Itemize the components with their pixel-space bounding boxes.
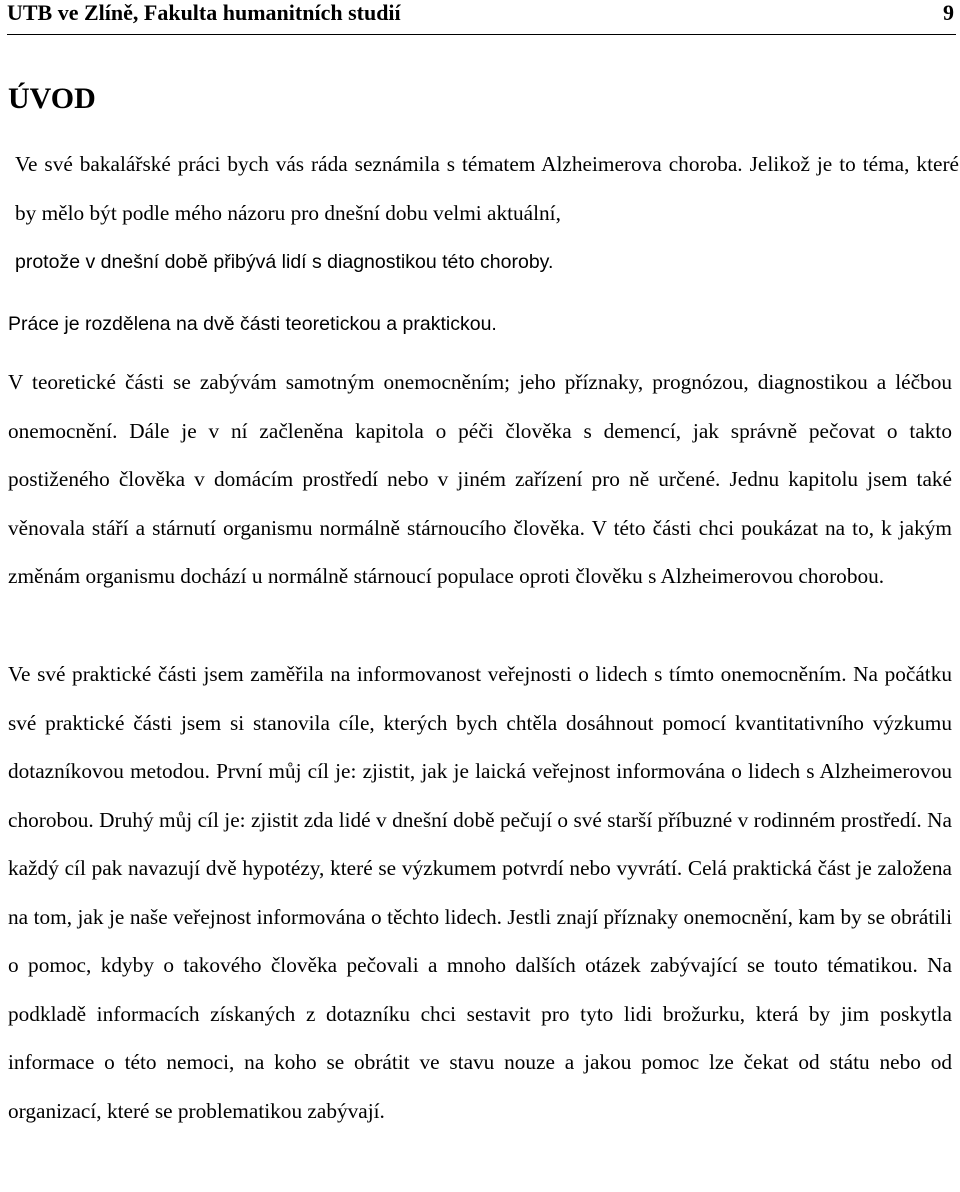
paragraph-structure: Práce je rozdělena na dvě části teoretickou a praktickou. [8, 313, 497, 335]
section-title: ÚVOD [8, 82, 96, 115]
paragraph-intro [8, 140, 959, 287]
page-number: 9 [943, 0, 954, 25]
header-institution: UTB ve Zlíně, Fakulta humanitních studií [7, 0, 401, 25]
paragraph-theory-part-b: Dále je v ní začleněna kapitola o péči člověka s demencí, jak správně pečovat o takto postiženého člověka v domácím prostředí nebo v jiném zařízení pro ně určené. Jednu kapitolu jsem také věnovala stáří a stárnutí organismu normálně stárnoucího člověka. V této části chci poukázat na to, k jakým změnám organismu dochází u normálně stárnoucí populace oproti člověku s Alzheimerovou chorobou. [8, 418, 952, 588]
paragraph-theory-part-a: V teoretické části se zabývám samotným onemocněním; jeho příznaky, prognózou, diagnostikou a léčbou onemocnění. [8, 370, 952, 443]
paragraph-theory [8, 358, 952, 601]
page-header [7, 0, 956, 35]
paragraph-intro-text: Ve své bakalářské práci bych vás ráda seznámila s tématem Alzheimerova choroba. Jelikož je to téma, které by mělo být podle mého názoru pro dnešní dobu velmi aktuální, [15, 152, 959, 225]
paragraph-intro-tail: protože v dnešní době přibývá lidí s diagnostikou této choroby. [15, 251, 554, 273]
paragraph-practice: Ve své praktické části jsem zaměřila na informovanost veřejnosti o lidech s tímto onemocněním. Na počátku své praktické části jsem si stanovila cíle, kterých bych chtěla dosáhnout pomocí kvantitativního výzkumu dotazníkovou metodou. První můj cíl je: zjistit, jak je laická veřejnost informována o lidech s Alzheimerovou chorobou. Druhý můj cíl je: zjistit zda lidé v dnešní době pečují o své starší příbuzné v rodinném prostředí. Na každý cíl pak navazují dvě hypotézy, které se výzkumem potvrdí nebo vyvrátí. Celá praktická část je založena na tom, jak je naše veřejnost informována o těchto lidech. Jestli znají příznaky onemocnění, kam by se obrátili o pomoc, kdyby o takového člověka pečovali a mnoho dalších otázek zabývající se touto tématikou. Na podkladě informacích získaných z dotazníku chci sestavit pro tyto lidi brožurku, která by jim poskytla informace o této nemoci, na koho se obrátit ve stavu nouze a jakou pomoc lze čekat od státu nebo od organizací, které se problematikou zabývají. [8, 662, 952, 1123]
